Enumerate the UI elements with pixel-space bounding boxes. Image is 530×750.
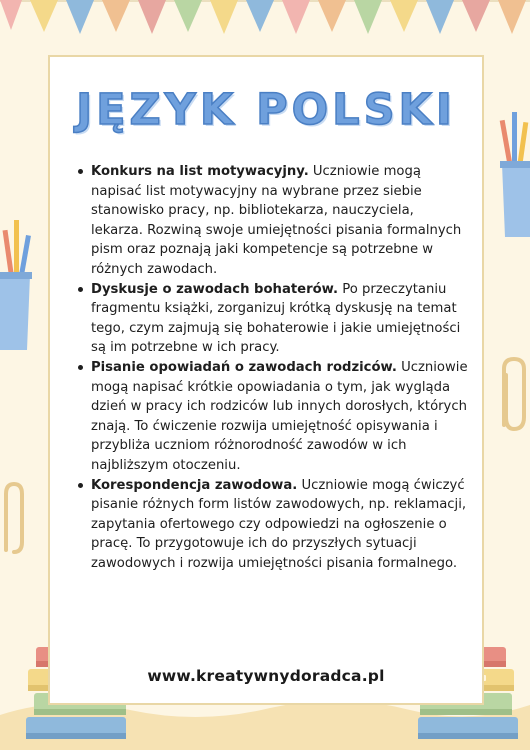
list-item bbox=[76, 162, 468, 280]
item-text: Uczniowie mogą ćwiczyć pisanie różnych form listów zawodowych, np. reklamacji, zapytania ofertowego czy odpowiedzi na ogłoszenie o pracę. To przygotowuje ich do przyszłych sytuacji zawodowych i rozwija umiejętności pisania formalnego. bbox=[91, 477, 467, 571]
pencil-cup-icon bbox=[498, 112, 530, 240]
item-text: Uczniowie mogą napisać list motywacyjny na wybrane przez siebie stanowisko pracy, np. bibliotekarza, nauczyciela, lekarza. Rozwiną swoje umiejętności pisania formalnych pism oraz poznają jaki kompetencje są potrzebne w różnych zawodach. bbox=[91, 164, 462, 277]
item-text: Po przeczytaniu fragmentu książki, zorganizuj krótką dyskusję na temat tego, czym zajmują się bohaterowie i jakie umiejętności są im potrzebne w ich pracy. bbox=[91, 281, 461, 356]
content-card bbox=[48, 55, 484, 705]
website-link[interactable]: www.kreatywnydoradca.pl bbox=[147, 667, 385, 685]
list-item bbox=[76, 476, 468, 574]
item-heading: Korespondencja zawodowa. bbox=[91, 477, 298, 493]
paperclip-icon bbox=[494, 355, 530, 435]
list-item bbox=[76, 280, 468, 358]
list-item bbox=[76, 358, 468, 476]
page-title: JĘZYK POLSKI bbox=[76, 85, 456, 135]
paperclip-icon bbox=[0, 478, 28, 558]
bunting-flags bbox=[0, 0, 530, 40]
pencil-cup-icon bbox=[0, 220, 40, 355]
activity-list bbox=[76, 162, 468, 573]
item-heading: Pisanie opowiadań o zawodach rodziców. bbox=[91, 359, 397, 375]
item-heading: Dyskusje o zawodach bohaterów. bbox=[91, 281, 339, 297]
item-heading: Konkurs na list motywacyjny. bbox=[91, 164, 309, 179]
item-text: Uczniowie mogą napisać krótkie opowiadania o tym, jak wygląda dzień w pracy ich rodziców lub innych dorosłych, których znają. To ćwiczenie rozwija umiejętność opisywania i przybliża uczniom różnorodność zawodów w ich najbliższym otoczeniu. bbox=[91, 359, 468, 473]
